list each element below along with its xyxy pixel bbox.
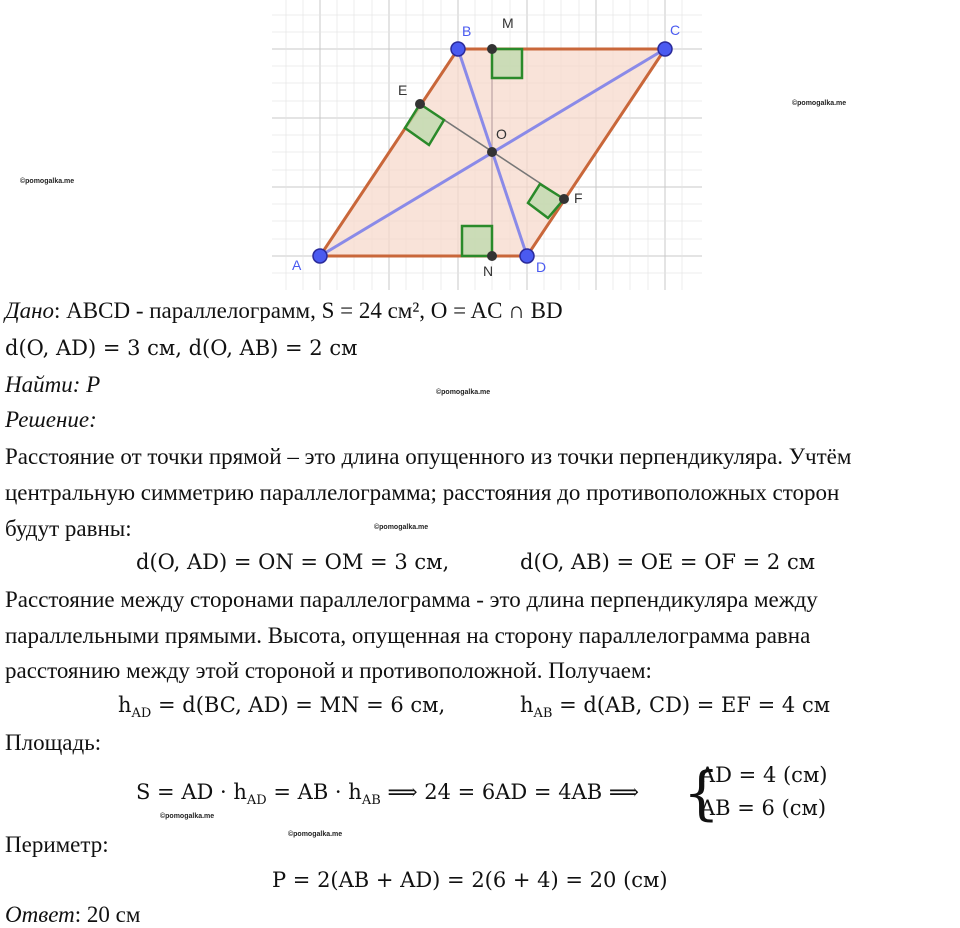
paragraph-1-line-3: будут равны:: [5, 516, 132, 541]
paragraph-2-line-3: расстоянию между этой стороной и противоположной. Получаем:: [5, 658, 652, 683]
formula-heights-left: $h_{AD} = d(BC$, AD) = MN = 6 см,: [118, 693, 446, 721]
watermark: ©pomogalka.me: [792, 100, 847, 107]
answer-label: Ответ: [5, 902, 75, 927]
given-label: Дано: [5, 298, 55, 323]
given-line-2: [5, 335, 357, 361]
label-d: D: [536, 259, 547, 275]
watermark: ©pomogalka.me: [374, 524, 429, 531]
formula-perimeter: P = 2(AB + AD) = 2(6 + 4) = 20 (см): [272, 868, 668, 892]
answer-line: [5, 902, 140, 928]
formula-area: S = AD · $h_{AD}$ = AB · $h_{AB}$ ⟹ 24 = 6AD = 4AB ⟹: [136, 780, 639, 808]
watermark: ©pomogalka.me: [436, 389, 491, 396]
label-e: E: [398, 82, 408, 98]
paragraph-2-line-2: параллельными прямыми. Высота, опущенная на сторону параллелограмма равна: [5, 623, 811, 648]
given-text: : ABCD - параллелограмм, S = 24 см², O = AC ∩ BD: [54, 298, 563, 323]
given-distances: d(O, AD) = 3 см, d(O, AB) = 2 см: [5, 336, 358, 360]
answer-value: : 20 см: [74, 902, 141, 927]
label-n: N: [483, 263, 494, 279]
watermark: ©pomogalka.me: [288, 831, 343, 838]
system-brace: {: [683, 759, 720, 827]
paragraph-1-line-2: центральную симметрию параллелограмма; расстояния до противоположных сторон: [5, 480, 840, 505]
formula-distances-left: d(O, AD) = ON = OM = 3 см,: [136, 550, 450, 574]
label-b: B: [462, 23, 472, 39]
formula-heights-right: $h_{AB} = d(AB$, CD) = EF = 4 см: [520, 693, 831, 721]
perimeter-label: Периметр:: [5, 832, 109, 857]
formula-distances-right: d(O, AB) = OE = OF = 2 см: [520, 550, 816, 574]
watermark: ©pomogalka.me: [20, 178, 75, 185]
label-a: A: [292, 257, 302, 273]
system-case-1: AD = 4 (см): [700, 763, 828, 787]
system-case-2: AB = 6 (см): [700, 796, 827, 820]
solution-label: Решение:: [5, 407, 97, 432]
area-label: Площадь:: [5, 730, 102, 755]
paragraph-1-line-1: Расстояние от точки прямой – это длина опущенного из точки перпендикуляра. Учтём: [5, 444, 852, 469]
label-c: C: [670, 22, 681, 38]
label-o: O: [496, 126, 507, 142]
find-line: Найти: P: [5, 372, 101, 397]
label-f: F: [574, 190, 583, 206]
watermark: ©pomogalka.me: [160, 813, 215, 820]
paragraph-2-line-1: Расстояние между сторонами параллелограмма - это длина перпендикуляра между: [5, 587, 818, 612]
given-line: [5, 298, 563, 324]
parallelogram-figure: [0, 0, 960, 300]
label-m: M: [502, 15, 514, 31]
